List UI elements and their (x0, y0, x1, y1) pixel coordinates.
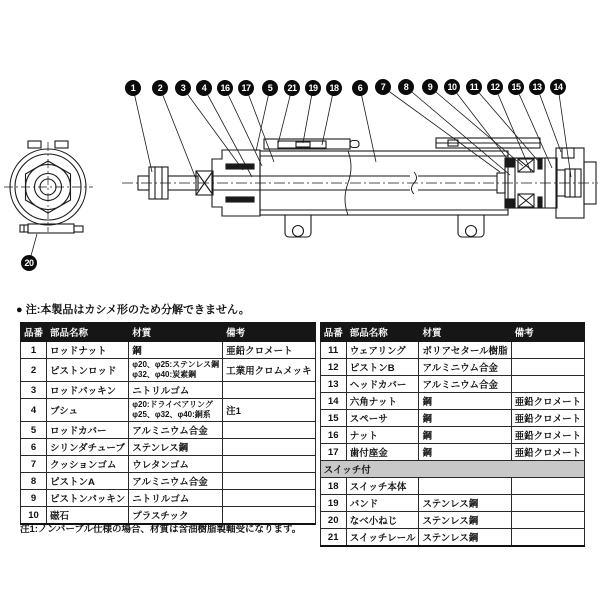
part-material: プラスチック (129, 507, 223, 525)
part-material: アルミニウム合金 (419, 359, 511, 376)
table-row (320, 376, 585, 393)
note-1-non-lube: 注1:ノンバーブル仕様の場合、材質は含油樹脂製軸受になります。 (20, 524, 302, 535)
part-no: 2 (21, 359, 47, 382)
table-row (21, 490, 316, 507)
part-no: 19 (320, 495, 346, 512)
part-name: 六角ナット (346, 393, 419, 410)
column-header: 材質 (129, 323, 223, 342)
part-remark: 亜鉛クロメート (511, 393, 585, 410)
wear-ring (538, 159, 542, 169)
part-remark (511, 342, 585, 359)
part-no: 16 (320, 427, 346, 444)
part-material (419, 478, 511, 495)
callout-12: 12 (487, 79, 503, 95)
part-name: ウェアリング (346, 342, 419, 359)
part-material: ステンレス鋼 (419, 495, 511, 512)
section-row-label: スイッチ付 (320, 461, 585, 478)
table-row (320, 342, 585, 359)
part-name: シリンダチューブ (47, 439, 129, 456)
part-remark (223, 422, 316, 439)
part-material: ニトリルゴム (129, 490, 223, 507)
part-name: 歯付座金 (346, 444, 419, 461)
callout-1: 1 (125, 80, 141, 96)
part-material: 鋼 (419, 427, 511, 444)
note-crimped-construction: ● 注:本製品はカシメ形のため分解できません。 (16, 304, 250, 316)
end-view (4, 141, 93, 233)
callout-4: 4 (196, 80, 212, 96)
callout-21: 21 (284, 80, 300, 96)
callout-2: 2 (152, 80, 168, 96)
part-remark: 亜鉛クロメート (511, 444, 585, 461)
part-remark (223, 473, 316, 490)
part-remark (511, 529, 585, 547)
column-header: 材質 (419, 323, 511, 342)
part-remark (223, 456, 316, 473)
part-no: 15 (320, 410, 346, 427)
table-row (21, 342, 316, 359)
part-no: 8 (21, 473, 47, 490)
part-remark: 亜鉛クロメート (223, 342, 316, 359)
part-no: 4 (21, 399, 47, 422)
part-remark (223, 439, 316, 456)
table-row (21, 456, 316, 473)
callout-6: 6 (352, 80, 368, 96)
table-row (320, 410, 585, 427)
part-material: φ20、φ25:ステンレス鋼 φ32、φ40:炭素鋼 (129, 359, 223, 382)
callout-14: 14 (550, 79, 566, 95)
part-name: バンド (346, 495, 419, 512)
part-name: ピストンロッド (47, 359, 129, 382)
part-material: ポリアセタール樹脂 (419, 342, 511, 359)
part-no: 12 (320, 359, 346, 376)
part-name: 磁石 (47, 507, 129, 525)
part-no: 5 (21, 422, 47, 439)
part-material: φ20:ドライベアリング φ25、φ32、φ40:銅系 (129, 399, 223, 422)
part-remark: 亜鉛クロメート (511, 410, 585, 427)
part-material: ステンレス鋼 (129, 439, 223, 456)
column-header: 品番 (320, 323, 346, 342)
part-name: ヘッドカバー (346, 376, 419, 393)
callout-5: 5 (262, 80, 278, 96)
part-no: 13 (320, 376, 346, 393)
part-name: ピストンA (47, 473, 129, 490)
part-name: ピストンパッキン (47, 490, 129, 507)
parts-tables (20, 322, 582, 547)
part-name: ロッドカバー (47, 422, 129, 439)
table-row (320, 478, 585, 495)
part-no: 11 (320, 342, 346, 359)
part-remark: 工業用クロムメッキ (223, 359, 316, 382)
rail-tab-right (55, 141, 68, 148)
callout-18: 18 (326, 80, 342, 96)
column-header: 部品名称 (47, 323, 129, 342)
parts-table-left (20, 322, 316, 525)
table-row (320, 461, 585, 478)
part-name: スイッチレール (346, 529, 419, 547)
part-material: ニトリルゴム (129, 382, 223, 399)
table-row (320, 512, 585, 529)
part-no: 18 (320, 478, 346, 495)
part-no: 7 (21, 456, 47, 473)
parts-table-right (320, 322, 586, 547)
part-material: ステンレス鋼 (419, 512, 511, 529)
part-name: ナット (346, 427, 419, 444)
part-name: クッションゴム (47, 456, 129, 473)
table-row (320, 359, 585, 376)
callout-17: 17 (238, 80, 254, 96)
part-remark: 注1 (223, 399, 316, 422)
part-material: 鋼 (419, 444, 511, 461)
part-material: アルミニウム合金 (419, 376, 511, 393)
part-material: アルミニウム合金 (129, 422, 223, 439)
part-name: ピストンB (346, 359, 419, 376)
part-no: 14 (320, 393, 346, 410)
section-view (122, 138, 598, 237)
part-remark (511, 376, 585, 393)
table-row (21, 382, 316, 399)
part-name: スイッチ本体 (346, 478, 419, 495)
part-remark (511, 359, 585, 376)
part-no: 21 (320, 529, 346, 547)
table-row (21, 359, 316, 382)
callout-8: 8 (398, 79, 414, 95)
part-no: 9 (21, 490, 47, 507)
table-row (320, 393, 585, 410)
callout-20: 20 (21, 255, 37, 271)
column-header: 部品名称 (346, 323, 419, 342)
callout-13: 13 (529, 79, 545, 95)
column-header: 備考 (223, 323, 316, 342)
table-row (21, 473, 316, 490)
part-name: ロッドナット (47, 342, 129, 359)
column-header: 備考 (511, 323, 585, 342)
part-material: 鋼 (129, 342, 223, 359)
part-no: 1 (21, 342, 47, 359)
callout-3: 3 (175, 80, 191, 96)
callout-16: 16 (217, 80, 233, 96)
part-remark (223, 382, 316, 399)
part-name: ロッドパッキン (47, 382, 129, 399)
part-remark (511, 478, 585, 495)
part-no: 6 (21, 439, 47, 456)
table-row (320, 444, 585, 461)
part-remark: 亜鉛クロメート (511, 427, 585, 444)
table-row (320, 529, 585, 547)
table-row (21, 439, 316, 456)
callout-19: 19 (305, 80, 321, 96)
table-row (320, 495, 585, 512)
callout-9: 9 (422, 79, 438, 95)
part-material: 鋼 (419, 393, 511, 410)
part-material: ウレタンゴム (129, 456, 223, 473)
part-name: なべ小ねじ (346, 512, 419, 529)
part-name: スペーサ (346, 410, 419, 427)
magnet (506, 159, 515, 167)
callout-10: 10 (444, 79, 460, 95)
callout-11: 11 (466, 79, 482, 95)
callout-15: 15 (508, 79, 524, 95)
table-row (21, 422, 316, 439)
part-remark (511, 495, 585, 512)
switch-cable-end (350, 141, 359, 148)
part-remark (223, 490, 316, 507)
part-no: 20 (320, 512, 346, 529)
rail-tab-left (28, 141, 41, 148)
part-name: ブシュ (47, 399, 129, 422)
part-no: 3 (21, 382, 47, 399)
table-row (21, 399, 316, 422)
part-material: ステンレス鋼 (419, 529, 511, 547)
part-material: 鋼 (419, 410, 511, 427)
part-material: アルミニウム合金 (129, 473, 223, 490)
table-row (320, 427, 585, 444)
column-header: 品番 (21, 323, 47, 342)
part-no: 17 (320, 444, 346, 461)
part-remark (511, 512, 585, 529)
callout-7: 7 (375, 79, 391, 95)
part-no: 10 (21, 507, 47, 525)
